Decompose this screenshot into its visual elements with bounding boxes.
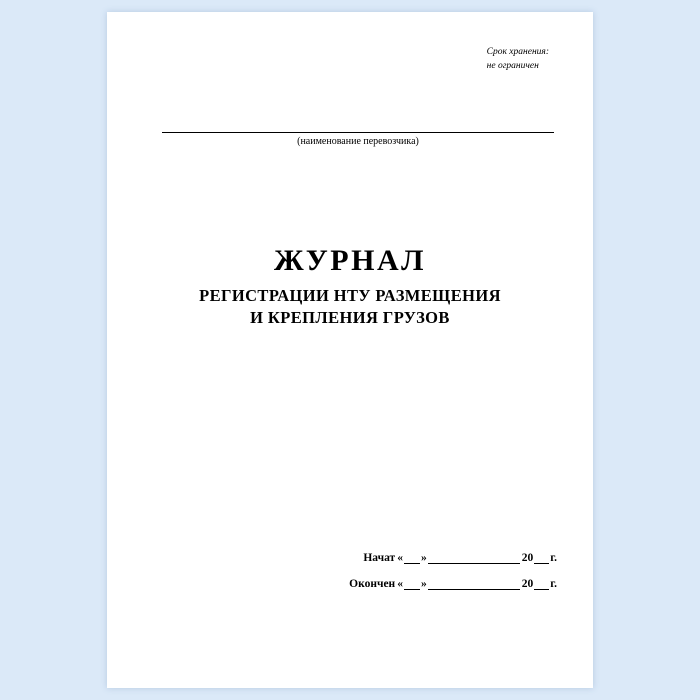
document-title-sub-line-1: РЕГИСТРАЦИИ НТУ РАЗМЕЩЕНИЯ <box>199 286 501 305</box>
date-started-row <box>107 552 593 564</box>
title-block <box>107 244 593 329</box>
date-finished-year-suffix: г. <box>550 578 557 590</box>
document-sheet <box>107 12 593 688</box>
date-started-label: Начат <box>363 552 396 564</box>
date-finished-quote-close: » <box>420 578 427 590</box>
date-started-year-prefix: 20 <box>521 552 534 564</box>
storage-term-line-1: Срок хранения: <box>486 47 549 57</box>
date-finished-month-blank <box>428 578 520 590</box>
document-page <box>107 12 593 688</box>
date-finished-row <box>107 578 593 590</box>
document-title-sub-line-2: И КРЕПЛЕНИЯ ГРУЗОВ <box>250 307 450 327</box>
storage-term-block <box>487 45 549 74</box>
date-started-quote-open: « <box>397 552 403 564</box>
date-started-month-blank <box>428 552 520 564</box>
document-title-sub <box>107 285 593 329</box>
carrier-name-rule <box>162 132 554 133</box>
document-title-main: ЖУРНАЛ <box>274 244 426 277</box>
dates-block <box>107 552 593 604</box>
date-finished-quote-open: « <box>397 578 403 590</box>
date-started-quote-close: » <box>420 552 427 564</box>
date-started-year-blank <box>534 552 549 564</box>
date-finished-day-blank <box>404 578 420 590</box>
date-finished-label: Окончен <box>349 578 396 590</box>
date-started-year-suffix: г. <box>550 552 557 564</box>
date-finished-year-blank <box>534 578 549 590</box>
storage-term-line-2: не ограничен <box>486 61 539 72</box>
date-finished-year-prefix: 20 <box>521 578 534 590</box>
carrier-name-caption: (наименование перевозчика) <box>297 136 419 147</box>
date-started-day-blank <box>404 552 420 564</box>
